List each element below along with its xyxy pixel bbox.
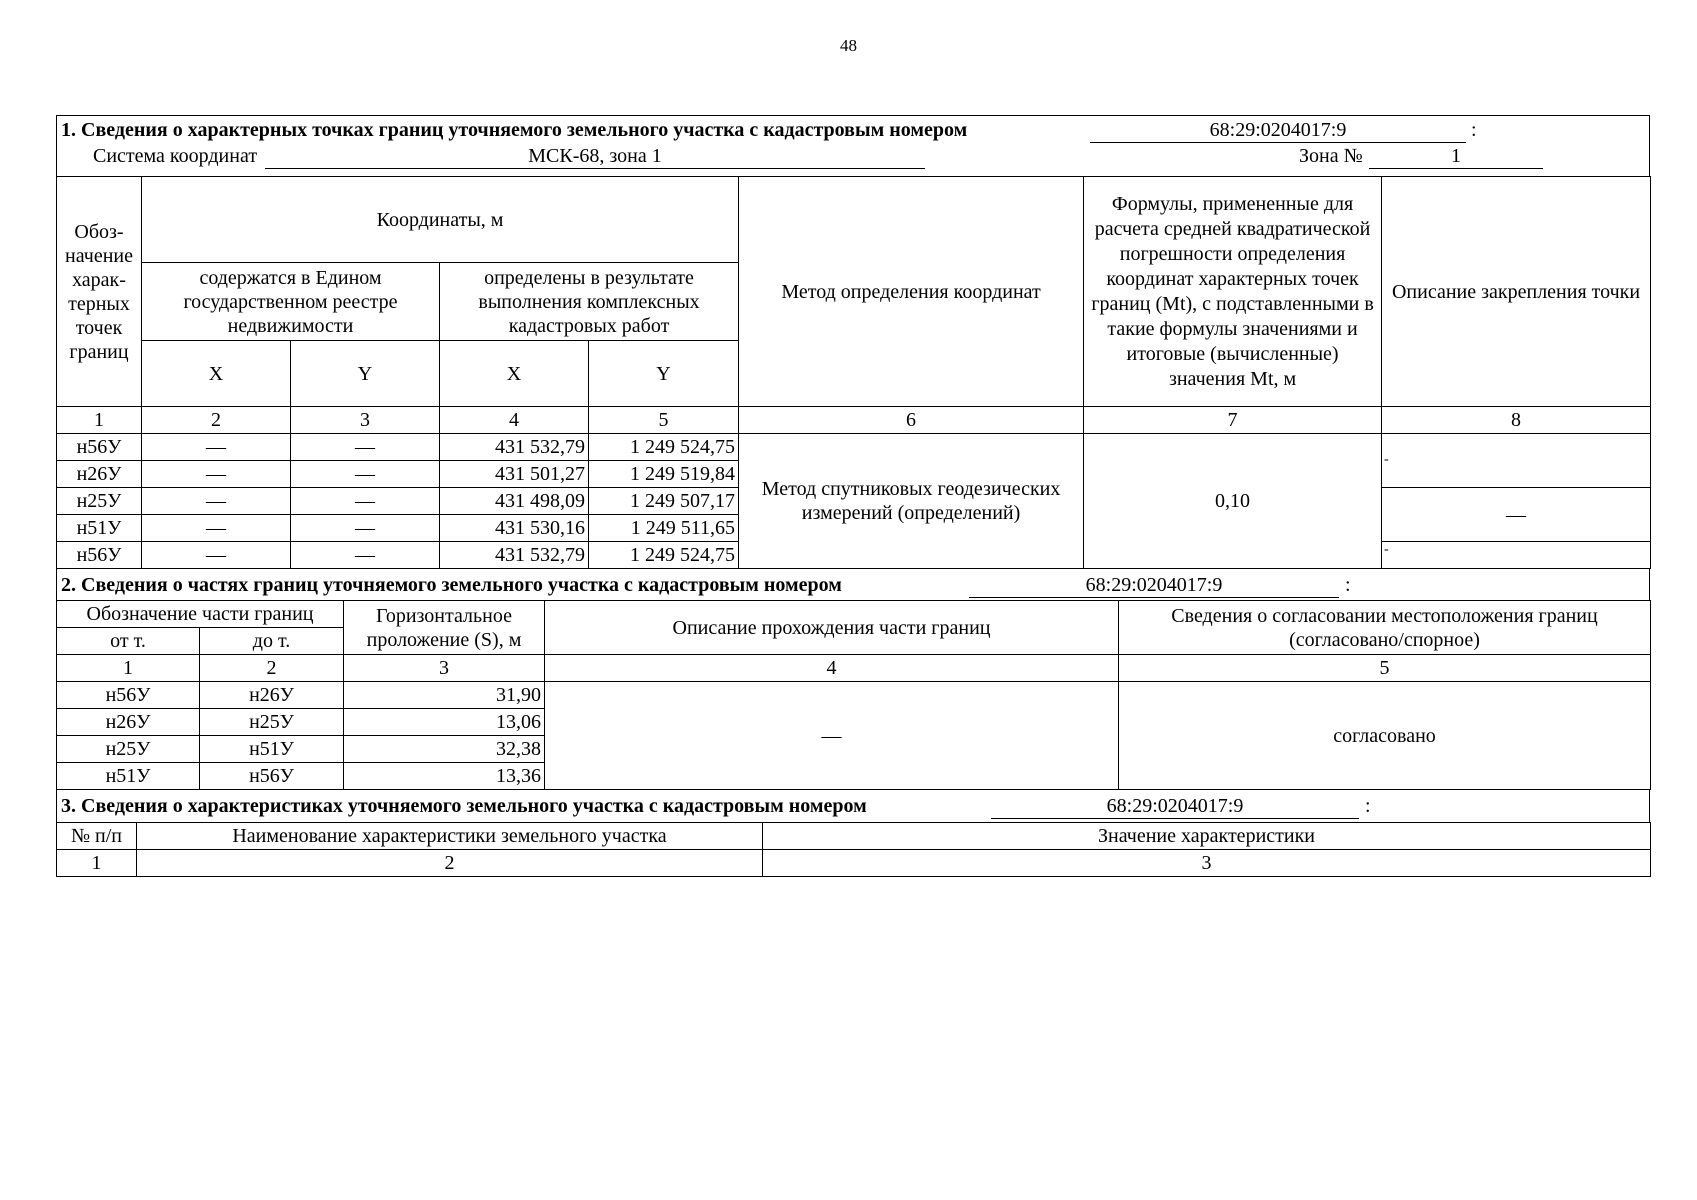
col-number: 1 bbox=[57, 850, 137, 877]
header-agreement: Сведения о согласовании местоположения границ (согласовано/спорное) bbox=[1119, 601, 1651, 655]
coord-y: 1 249 524,75 bbox=[589, 434, 739, 461]
col-number: 3 bbox=[763, 850, 1651, 877]
horizontal-distance: 32,38 bbox=[344, 736, 545, 763]
col-number: 6 bbox=[739, 407, 1084, 434]
registry-x: — bbox=[142, 461, 291, 488]
point-id: н25У bbox=[57, 488, 142, 515]
coord-y: 1 249 519,84 bbox=[589, 461, 739, 488]
characteristics-table bbox=[56, 822, 1651, 877]
horizontal-distance: 13,36 bbox=[344, 763, 545, 790]
section2-cadastral-number: 68:29:0204017:9 bbox=[969, 573, 1339, 598]
point-id: н51У bbox=[57, 515, 142, 542]
point-id: н56У bbox=[57, 542, 142, 569]
coord-system-label: Система координат bbox=[93, 145, 258, 167]
colon: : bbox=[1365, 795, 1371, 817]
col-number: 2 bbox=[200, 655, 344, 682]
col-number: 7 bbox=[1084, 407, 1382, 434]
to-point: н51У bbox=[200, 736, 344, 763]
to-point: н26У bbox=[200, 682, 344, 709]
registry-x: — bbox=[142, 542, 291, 569]
coord-y: 1 249 524,75 bbox=[589, 542, 739, 569]
coord-x: 431 532,79 bbox=[440, 542, 589, 569]
registry-x: — bbox=[142, 515, 291, 542]
coord-y: 1 249 511,65 bbox=[589, 515, 739, 542]
header-num: № п/п bbox=[57, 823, 137, 850]
horizontal-distance: 13,06 bbox=[344, 709, 545, 736]
from-point: н25У bbox=[57, 736, 200, 763]
col-number: 5 bbox=[1119, 655, 1651, 682]
to-point: н25У bbox=[200, 709, 344, 736]
boundary-parts-table bbox=[56, 600, 1651, 790]
col-number: 2 bbox=[137, 850, 763, 877]
col-number: 1 bbox=[57, 655, 200, 682]
registry-y: — bbox=[291, 434, 440, 461]
col-number: 4 bbox=[545, 655, 1119, 682]
col-number: 2 bbox=[142, 407, 291, 434]
registry-x: — bbox=[142, 434, 291, 461]
col-number: 4 bbox=[440, 407, 589, 434]
header-formulas: Формулы, примененные для расчета средней квадратической погрешности определения координат характерных точек границ (Mt), с подставленными в такие формулы значениями и итоговые (вычисленные) значения Mt, м bbox=[1084, 177, 1382, 407]
col-number: 5 bbox=[589, 407, 739, 434]
registry-x: — bbox=[142, 488, 291, 515]
description-value: - bbox=[1382, 434, 1651, 488]
header-to: до т. bbox=[200, 628, 344, 655]
coord-y: 1 249 507,17 bbox=[589, 488, 739, 515]
zone-value: 1 bbox=[1369, 144, 1543, 169]
description-value: - bbox=[1382, 542, 1651, 569]
header-point-designation: Обоз-начение харак-терных точек границ bbox=[57, 177, 142, 407]
colon: : bbox=[1345, 574, 1351, 596]
coord-system-value: МСК-68, зона 1 bbox=[265, 144, 925, 169]
section3-cadastral-number: 68:29:0204017:9 bbox=[991, 794, 1359, 819]
point-id: н26У bbox=[57, 461, 142, 488]
from-point: н26У bbox=[57, 709, 200, 736]
table-row bbox=[57, 434, 1651, 461]
header-part: Обозначение части границ bbox=[57, 601, 344, 628]
section2-header bbox=[56, 569, 1650, 600]
cadastral-document bbox=[56, 115, 1650, 877]
header-coordinates: Координаты, м bbox=[142, 177, 739, 263]
to-point: н56У bbox=[200, 763, 344, 790]
registry-y: — bbox=[291, 515, 440, 542]
col-number: 3 bbox=[344, 655, 545, 682]
section2-title: 2. Сведения о частях границ уточняемого земельного участка с кадастровым номером bbox=[61, 574, 842, 596]
coord-x: 431 532,79 bbox=[440, 434, 589, 461]
description-value: — bbox=[1382, 488, 1651, 542]
header-x-registry: X bbox=[142, 341, 291, 407]
from-point: н56У bbox=[57, 682, 200, 709]
col-number: 3 bbox=[291, 407, 440, 434]
header-y-registry: Y bbox=[291, 341, 440, 407]
registry-y: — bbox=[291, 488, 440, 515]
horizontal-distance: 31,90 bbox=[344, 682, 545, 709]
section3-header bbox=[56, 790, 1650, 822]
section3-title: 3. Сведения о характеристиках уточняемого земельного участка с кадастровым номером bbox=[61, 795, 867, 817]
header-value: Значение характеристики bbox=[763, 823, 1651, 850]
zone-label: Зона № bbox=[1299, 145, 1363, 167]
header-in-registry: содержатся в Едином государственном реестре недвижимости bbox=[142, 263, 440, 341]
header-method: Метод определения координат bbox=[739, 177, 1084, 407]
from-point: н51У bbox=[57, 763, 200, 790]
section1-cadastral-number: 68:29:0204017:9 bbox=[1090, 118, 1466, 143]
mt-value: 0,10 bbox=[1084, 434, 1382, 569]
table-row bbox=[57, 682, 1651, 709]
section1-title: 1. Сведения о характерных точках границ уточняемого земельного участка с кадастровым номером bbox=[61, 119, 968, 141]
header-y-determined: Y bbox=[589, 341, 739, 407]
point-id: н56У bbox=[57, 434, 142, 461]
agreement-value: согласовано bbox=[1119, 682, 1651, 790]
header-determined: определены в результате выполнения комплексных кадастровых работ bbox=[440, 263, 739, 341]
header-description: Описание закрепления точки bbox=[1382, 177, 1651, 407]
method-value: Метод спутниковых геодезических измерений (определений) bbox=[739, 434, 1084, 569]
coord-x: 431 501,27 bbox=[440, 461, 589, 488]
points-table bbox=[56, 176, 1651, 569]
col-number: 1 bbox=[57, 407, 142, 434]
header-horizontal: Горизонтальное проложение (S), м bbox=[344, 601, 545, 655]
header-name: Наименование характеристики земельного участка bbox=[137, 823, 763, 850]
header-x-determined: X bbox=[440, 341, 589, 407]
header-passage: Описание прохождения части границ bbox=[545, 601, 1119, 655]
header-from: от т. bbox=[57, 628, 200, 655]
coord-x: 431 498,09 bbox=[440, 488, 589, 515]
coord-x: 431 530,16 bbox=[440, 515, 589, 542]
col-number: 8 bbox=[1382, 407, 1651, 434]
registry-y: — bbox=[291, 542, 440, 569]
colon: : bbox=[1471, 119, 1477, 141]
registry-y: — bbox=[291, 461, 440, 488]
page-number: 48 bbox=[840, 36, 857, 55]
passage-value: — bbox=[545, 682, 1119, 790]
section1-header bbox=[56, 115, 1650, 176]
